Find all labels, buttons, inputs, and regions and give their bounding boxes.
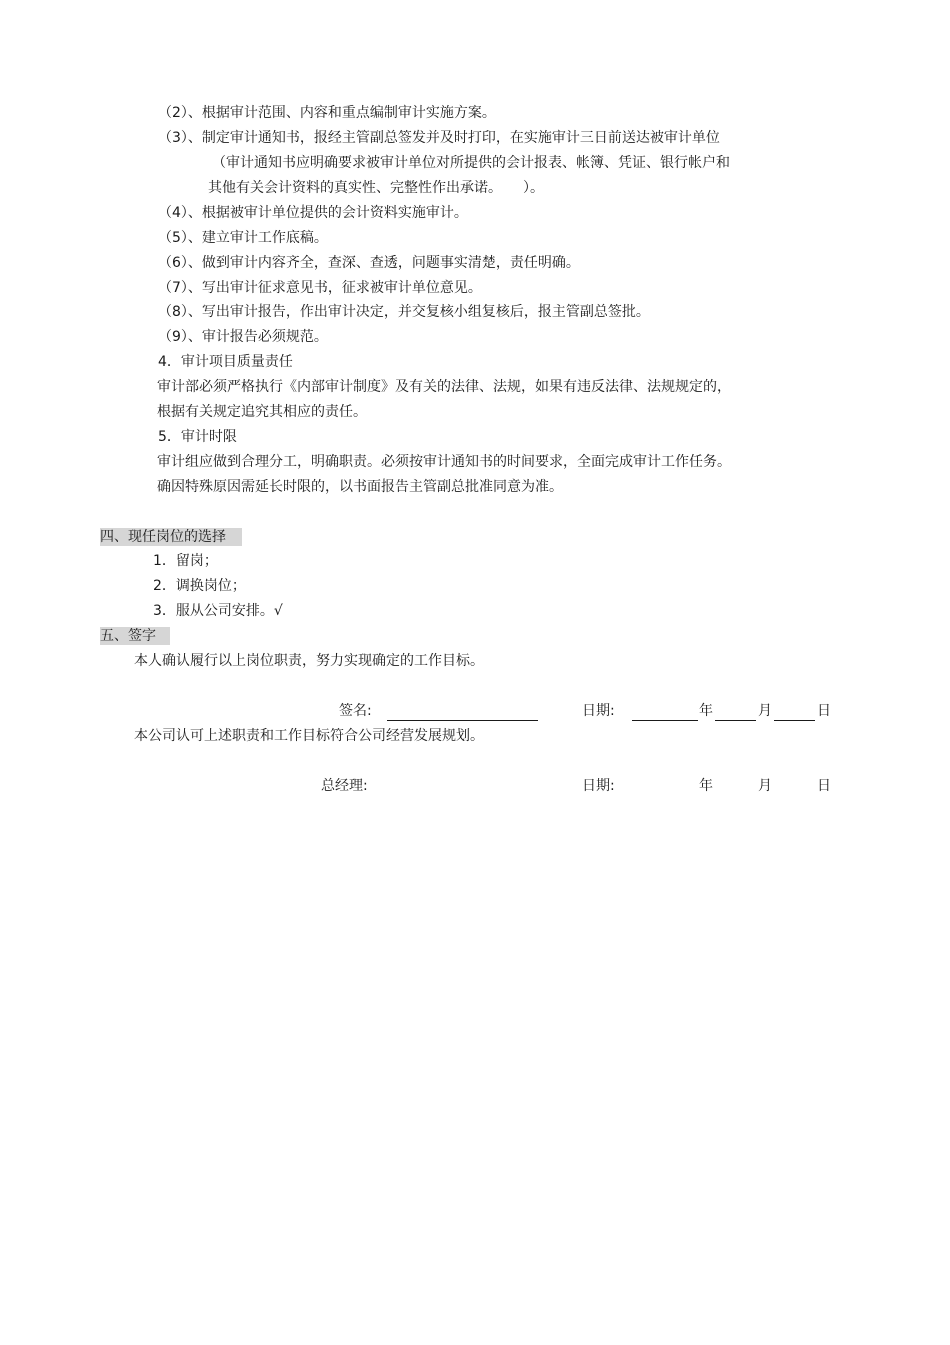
signature-year-field[interactable] bbox=[632, 720, 698, 721]
signature-field[interactable] bbox=[387, 720, 538, 721]
signature-month-field[interactable] bbox=[715, 720, 756, 721]
section5-title: 五、签字 bbox=[100, 627, 170, 645]
section4-option-3: 3．服从公司安排。√ bbox=[153, 603, 283, 619]
company-confirm-text: 本公司认可上述职责和工作目标符合公司经营发展规划。 bbox=[134, 728, 484, 744]
gm-date-label: 日期: bbox=[582, 778, 615, 794]
signature-date-label: 日期: bbox=[582, 703, 615, 719]
quality-heading: 4．审计项目质量责任 bbox=[158, 354, 293, 370]
gm-day-label: 日 bbox=[817, 778, 831, 794]
signature-day-field[interactable] bbox=[774, 720, 815, 721]
time-limit-body-2: 确因特殊原因需延长时限的，以书面报告主管副总批准同意为准。 bbox=[157, 479, 563, 495]
audit-step-6: （6）、做到审计内容齐全，查深、查透，问题事实清楚，责任明确。 bbox=[158, 255, 580, 271]
time-limit-body-1: 审计组应做到合理分工，明确职责。必须按审计通知书的时间要求，全面完成审计工作任务。 bbox=[157, 454, 731, 470]
signature-year-label: 年 bbox=[699, 703, 713, 719]
gm-year-label: 年 bbox=[699, 778, 713, 794]
time-limit-heading: 5．审计时限 bbox=[158, 429, 237, 445]
section4-option-2: 2．调换岗位； bbox=[153, 578, 246, 594]
section4-title: 四、现任岗位的选择 bbox=[100, 528, 242, 546]
audit-step-7: （7）、写出审计征求意见书，征求被审计单位意见。 bbox=[158, 280, 482, 296]
quality-body-2: 根据有关规定追究其相应的责任。 bbox=[157, 404, 367, 420]
section4-option-1: 1．留岗； bbox=[153, 553, 218, 569]
audit-step-9: （9）、审计报告必须规范。 bbox=[158, 329, 328, 345]
gm-label: 总经理: bbox=[321, 778, 368, 794]
audit-step-2: （2）、根据审计范围、内容和重点编制审计实施方案。 bbox=[158, 105, 496, 121]
audit-step-3-note-1: （审计通知书应明确要求被审计单位对所提供的会计报表、帐簿、凭证、银行帐户和 bbox=[212, 155, 730, 171]
signature-label: 签名: bbox=[339, 703, 372, 719]
audit-step-3: （3）、制定审计通知书，报经主管副总签发并及时打印，在实施审计三日前送达被审计单位 bbox=[158, 130, 720, 146]
signature-month-label: 月 bbox=[758, 703, 772, 719]
audit-step-5: （5）、建立审计工作底稿。 bbox=[158, 230, 328, 246]
audit-step-4: （4）、根据被审计单位提供的会计资料实施审计。 bbox=[158, 205, 468, 221]
personal-confirm-text: 本人确认履行以上岗位职责，努力实现确定的工作目标。 bbox=[134, 653, 484, 669]
audit-step-8: （8）、写出审计报告，作出审计决定，并交复核小组复核后，报主管副总签批。 bbox=[158, 304, 650, 320]
signature-day-label: 日 bbox=[817, 703, 831, 719]
audit-step-3-note-2: 其他有关会计资料的真实性、完整性作出承诺。 ）。 bbox=[208, 180, 544, 196]
gm-month-label: 月 bbox=[758, 778, 772, 794]
quality-body-1: 审计部必须严格执行《内部审计制度》及有关的法律、法规，如果有违反法律、法规规定的， bbox=[157, 379, 731, 395]
